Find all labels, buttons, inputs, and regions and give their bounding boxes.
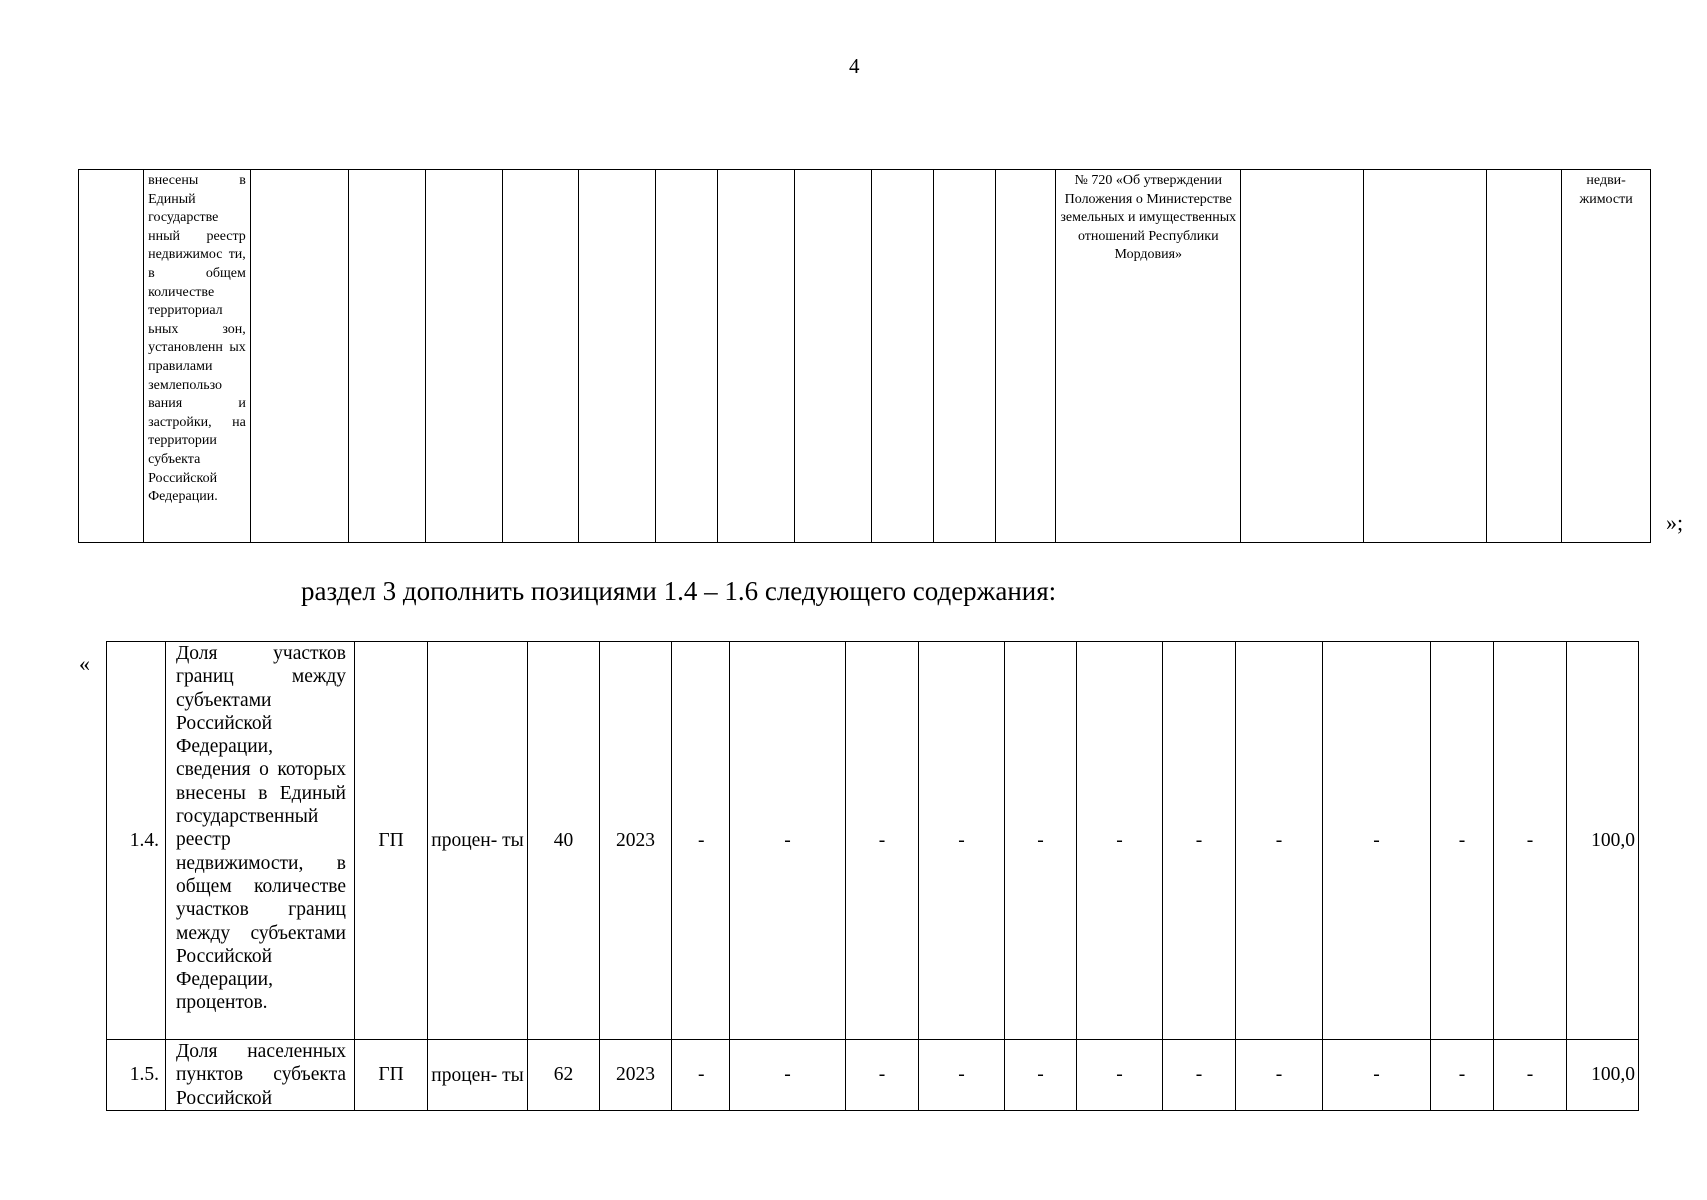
value-cell: - xyxy=(1323,642,1431,1040)
indicators-table xyxy=(106,641,1639,1111)
value-cell: - xyxy=(1077,642,1163,1040)
document-ref-cell: № 720 «Об утверждении Положения о Министерстве земельных и имущественных отношений Республики Мордовия» xyxy=(1056,170,1241,543)
value-cell: - xyxy=(919,642,1005,1040)
value-cell: - xyxy=(1323,1040,1431,1111)
base-year-cell: 2023 xyxy=(600,1040,672,1111)
base-year-cell: 2023 xyxy=(600,642,672,1040)
table-row xyxy=(107,1040,1639,1111)
target-value-cell: 100,0 xyxy=(1567,1040,1639,1111)
empty-cell xyxy=(656,170,718,543)
value-cell: - xyxy=(1005,642,1077,1040)
opening-quote: « xyxy=(79,651,90,676)
value-cell: - xyxy=(1431,642,1494,1040)
row-number: 1.4. xyxy=(107,642,166,1040)
last-column-text-cell: недви- жимости xyxy=(1562,170,1651,543)
instruction-text: раздел 3 дополнить позициями 1.4 – 1.6 следующего содержания: xyxy=(301,576,1057,606)
indicator-name: Доля населенных пунктов субъекта Российской xyxy=(166,1040,355,1111)
value-cell: - xyxy=(1494,1040,1567,1111)
level-cell: ГП xyxy=(355,642,428,1040)
page-number: 4 xyxy=(849,54,860,78)
continued-row xyxy=(79,170,1651,543)
value-cell: - xyxy=(1494,642,1567,1040)
base-value-cell: 62 xyxy=(528,1040,600,1111)
value-cell: - xyxy=(1431,1040,1494,1111)
value-cell: - xyxy=(672,1040,730,1111)
value-cell: - xyxy=(1163,1040,1236,1111)
indicator-text-cell: внесены в Единый государстве нный реестр недвижимос ти, в общем количестве территориал ьных зон, установленн ых правилами землепользо вания и застройки, на территории субъекта Российской Федерации. xyxy=(144,170,251,543)
value-cell: - xyxy=(1005,1040,1077,1111)
value-cell: - xyxy=(1236,1040,1323,1111)
value-cell: - xyxy=(730,1040,846,1111)
empty-cell xyxy=(348,170,425,543)
value-cell: - xyxy=(846,642,919,1040)
empty-cell xyxy=(502,170,579,543)
empty-cell xyxy=(795,170,872,543)
value-cell: - xyxy=(1163,642,1236,1040)
empty-cell xyxy=(250,170,348,543)
empty-cell xyxy=(1486,170,1562,543)
value-cell: - xyxy=(846,1040,919,1111)
value-cell: - xyxy=(730,642,846,1040)
empty-cell xyxy=(995,170,1056,543)
level-cell: ГП xyxy=(355,1040,428,1111)
unit-cell: процен- ты xyxy=(428,1040,528,1111)
value-cell: - xyxy=(672,642,730,1040)
empty-cell xyxy=(579,170,656,543)
empty-cell xyxy=(79,170,144,543)
indicator-name: Доля участков границ между субъектами Российской Федерации, сведения о которых внесены в Единый государственный реестр недвижимости, в общем количестве участков границ между субъектами Российской Федерации, процентов. xyxy=(166,642,355,1040)
empty-cell xyxy=(1363,170,1486,543)
empty-cell xyxy=(871,170,933,543)
empty-cell xyxy=(425,170,502,543)
empty-cell xyxy=(718,170,795,543)
value-cell: - xyxy=(1077,1040,1163,1111)
value-cell: - xyxy=(1236,642,1323,1040)
target-value-cell: 100,0 xyxy=(1567,642,1639,1040)
closing-quote: »; xyxy=(1666,510,1684,535)
row-number: 1.5. xyxy=(107,1040,166,1111)
table-row xyxy=(107,642,1639,1040)
empty-cell xyxy=(1241,170,1364,543)
empty-cell xyxy=(933,170,995,543)
unit-cell: процен- ты xyxy=(428,642,528,1040)
base-value-cell: 40 xyxy=(528,642,600,1040)
continued-table xyxy=(78,169,1651,543)
value-cell: - xyxy=(919,1040,1005,1111)
